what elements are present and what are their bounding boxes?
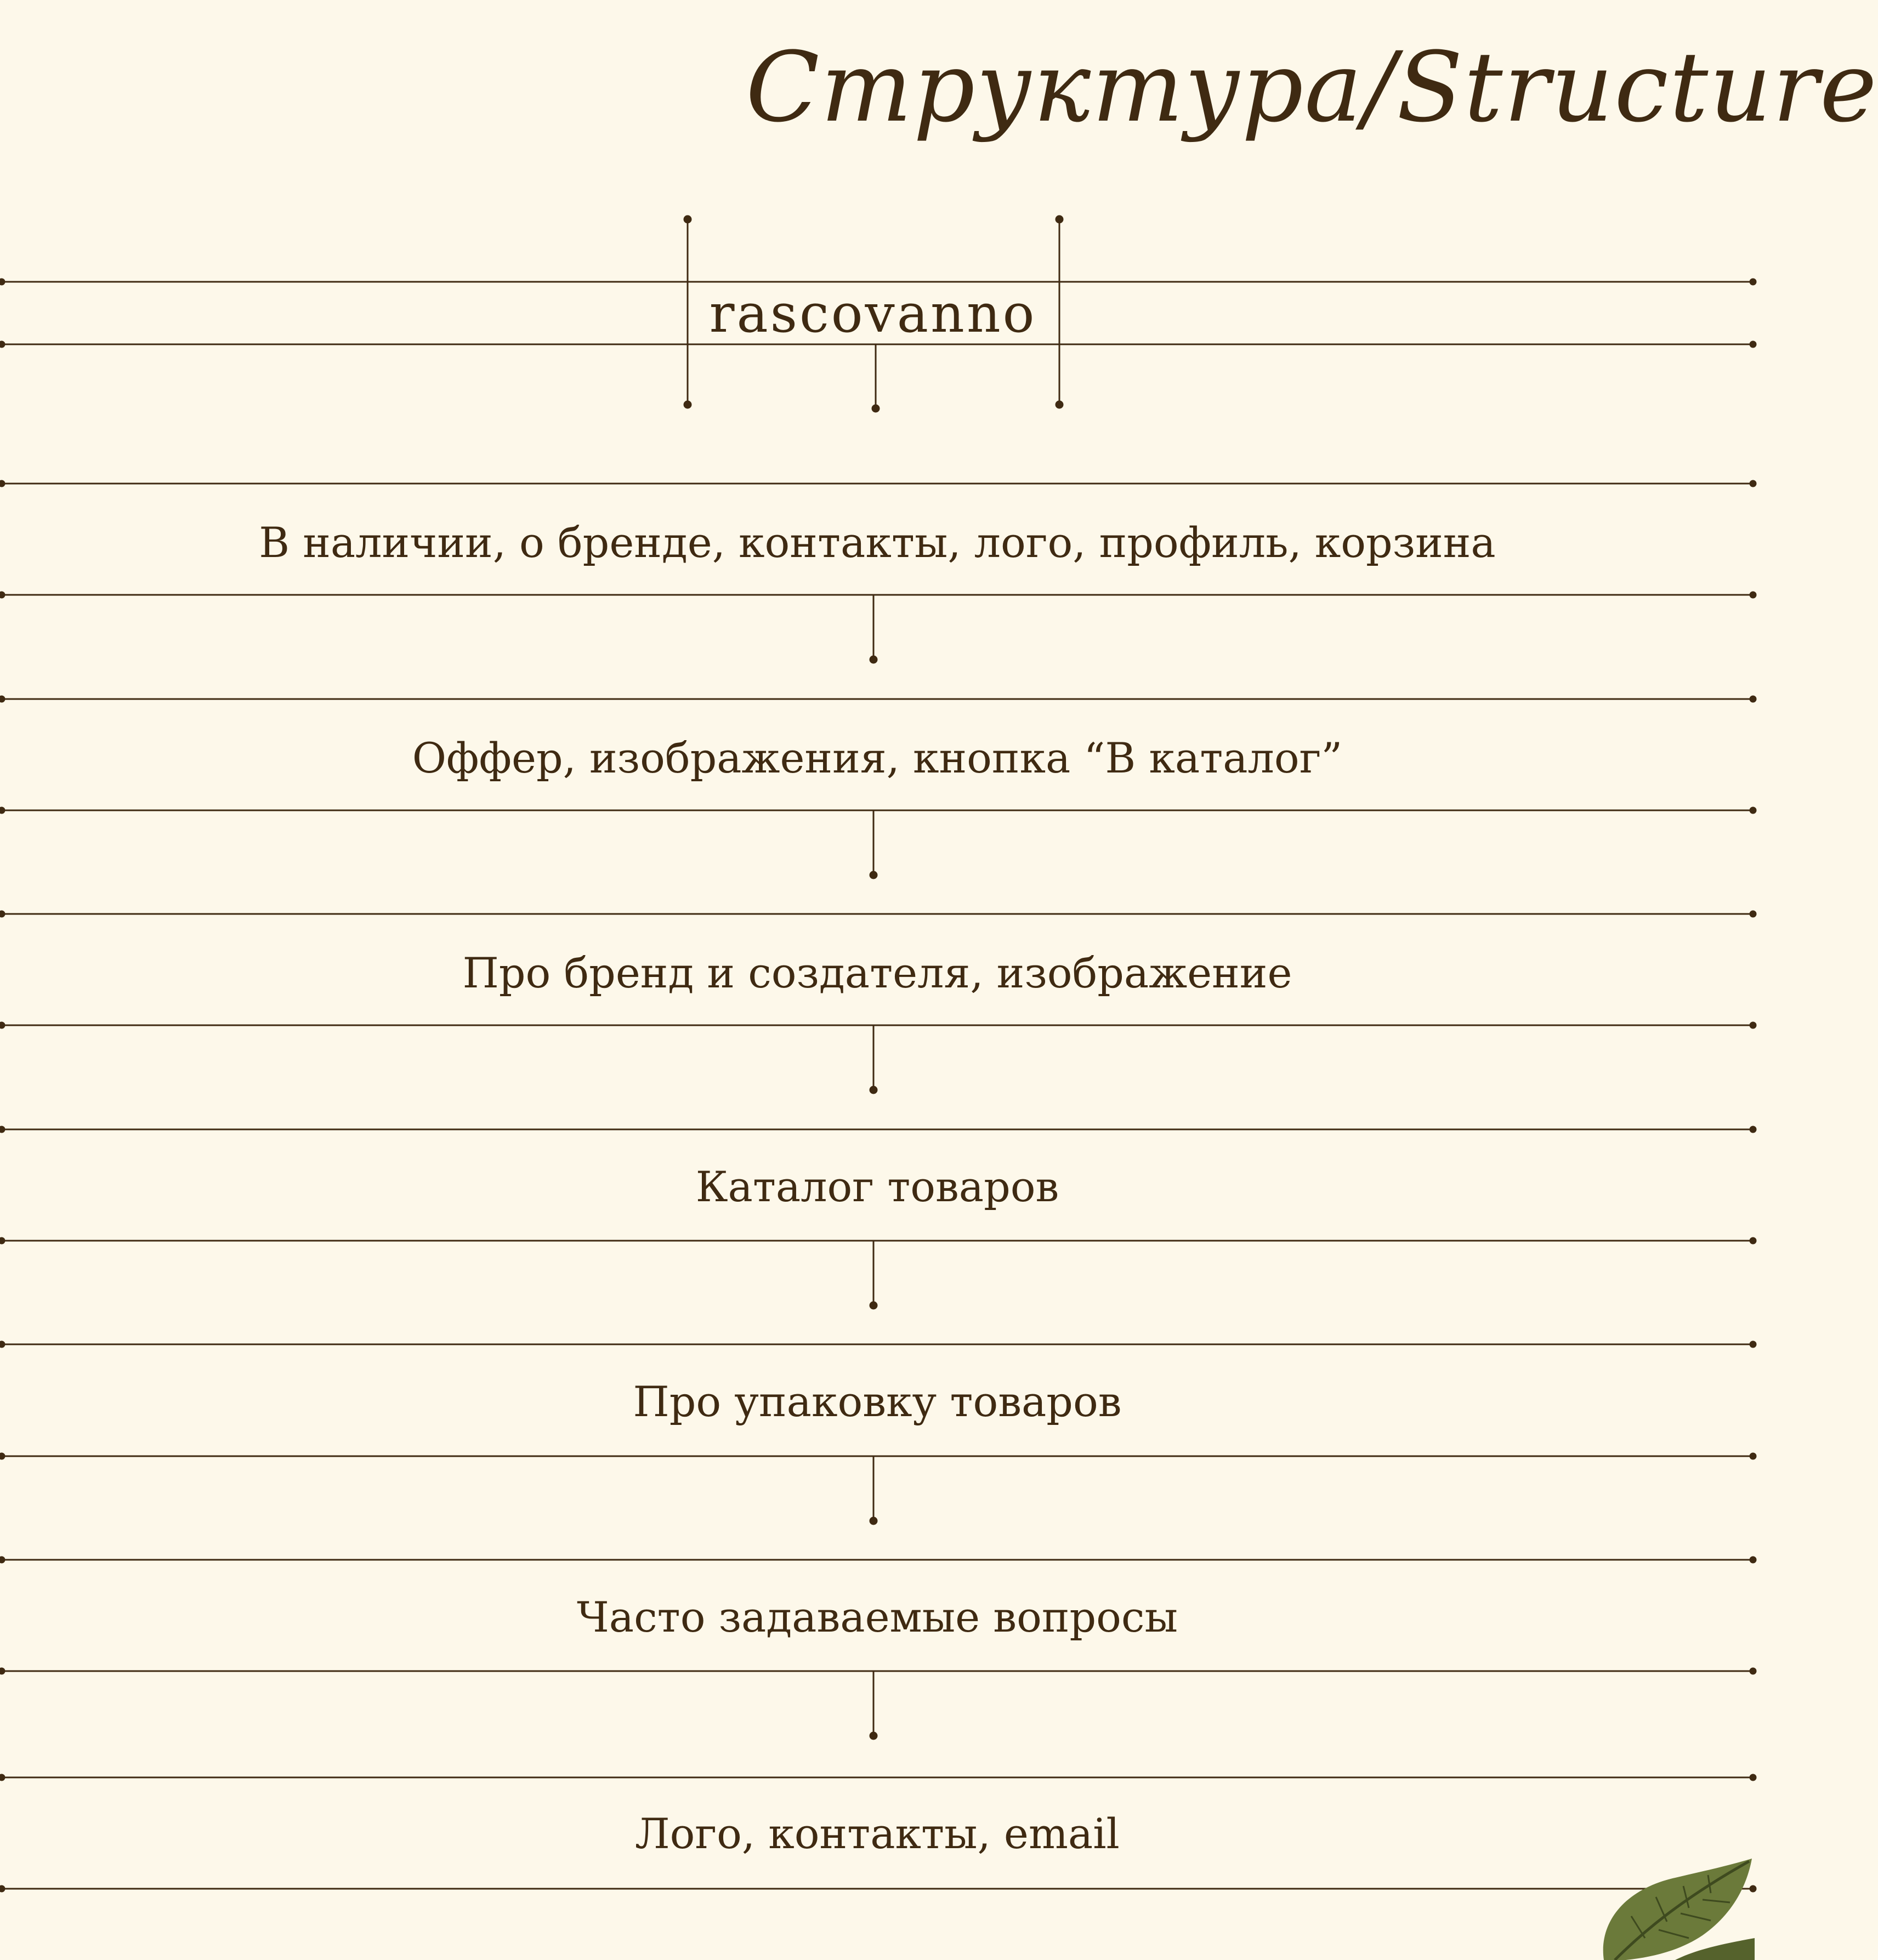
section-offer: Оффер, изображения, кнопка “В каталог” — [412, 734, 1343, 782]
line-end-dot — [0, 481, 4, 486]
connector-dot — [870, 656, 877, 663]
section-catalog: Каталог товаров — [695, 1162, 1059, 1211]
page-title: Структура/Structure — [746, 31, 1878, 144]
section-packaging: Про упаковку товаров — [633, 1377, 1122, 1426]
line-end-dot — [1750, 911, 1756, 917]
section-faq: Часто задаваемые вопросы — [577, 1593, 1178, 1641]
line-end-dot — [0, 1557, 4, 1563]
line-end-dot — [0, 808, 4, 813]
line-end-dot — [0, 1127, 4, 1132]
line-end-dot — [0, 1886, 4, 1891]
line-end-dot — [0, 592, 4, 598]
section-header: В наличии, о бренде, контакты, лого, профиль, корзина — [259, 518, 1496, 567]
line-end-dot — [1750, 1453, 1756, 1459]
line-end-dot — [1750, 1775, 1756, 1780]
connector-dot — [870, 1732, 877, 1739]
line-end-dot — [1750, 592, 1756, 598]
connector-dot — [1056, 216, 1063, 223]
line-end-dot — [0, 1238, 4, 1243]
line-end-dot — [0, 911, 4, 917]
line-end-dot — [0, 342, 4, 347]
connector-dot — [1056, 401, 1063, 408]
connector-dot — [870, 1087, 877, 1093]
connector-dot — [870, 1518, 877, 1524]
line-end-dot — [1750, 1238, 1756, 1243]
connector-dot — [870, 1302, 877, 1309]
connector-dot — [684, 401, 691, 408]
leaf-icon — [1593, 1856, 1755, 1960]
line-end-dot — [1750, 279, 1756, 285]
line-end-dot — [1750, 1668, 1756, 1674]
line-end-dot — [0, 279, 4, 285]
line-end-dot — [1750, 342, 1756, 347]
line-end-dot — [1750, 1557, 1756, 1563]
brand-logo: rascovanno — [709, 283, 1037, 344]
connector-dot — [870, 872, 877, 878]
section-about-brand: Про бренд и создателя, изображение — [462, 948, 1292, 997]
line-end-dot — [1750, 1342, 1756, 1347]
line-end-dot — [0, 1668, 4, 1674]
line-end-dot — [0, 1022, 4, 1028]
line-end-dot — [1750, 808, 1756, 813]
line-end-dot — [1750, 696, 1756, 702]
line-end-dot — [0, 1775, 4, 1780]
connector-dot — [684, 216, 691, 223]
line-end-dot — [1750, 1022, 1756, 1028]
line-end-dot — [1750, 1127, 1756, 1132]
line-end-dot — [0, 1342, 4, 1347]
line-end-dot — [1750, 481, 1756, 486]
section-footer: Лого, контакты, email — [635, 1809, 1120, 1858]
line-end-dot — [0, 696, 4, 702]
line-end-dot — [0, 1453, 4, 1459]
connector-dot — [872, 405, 879, 412]
